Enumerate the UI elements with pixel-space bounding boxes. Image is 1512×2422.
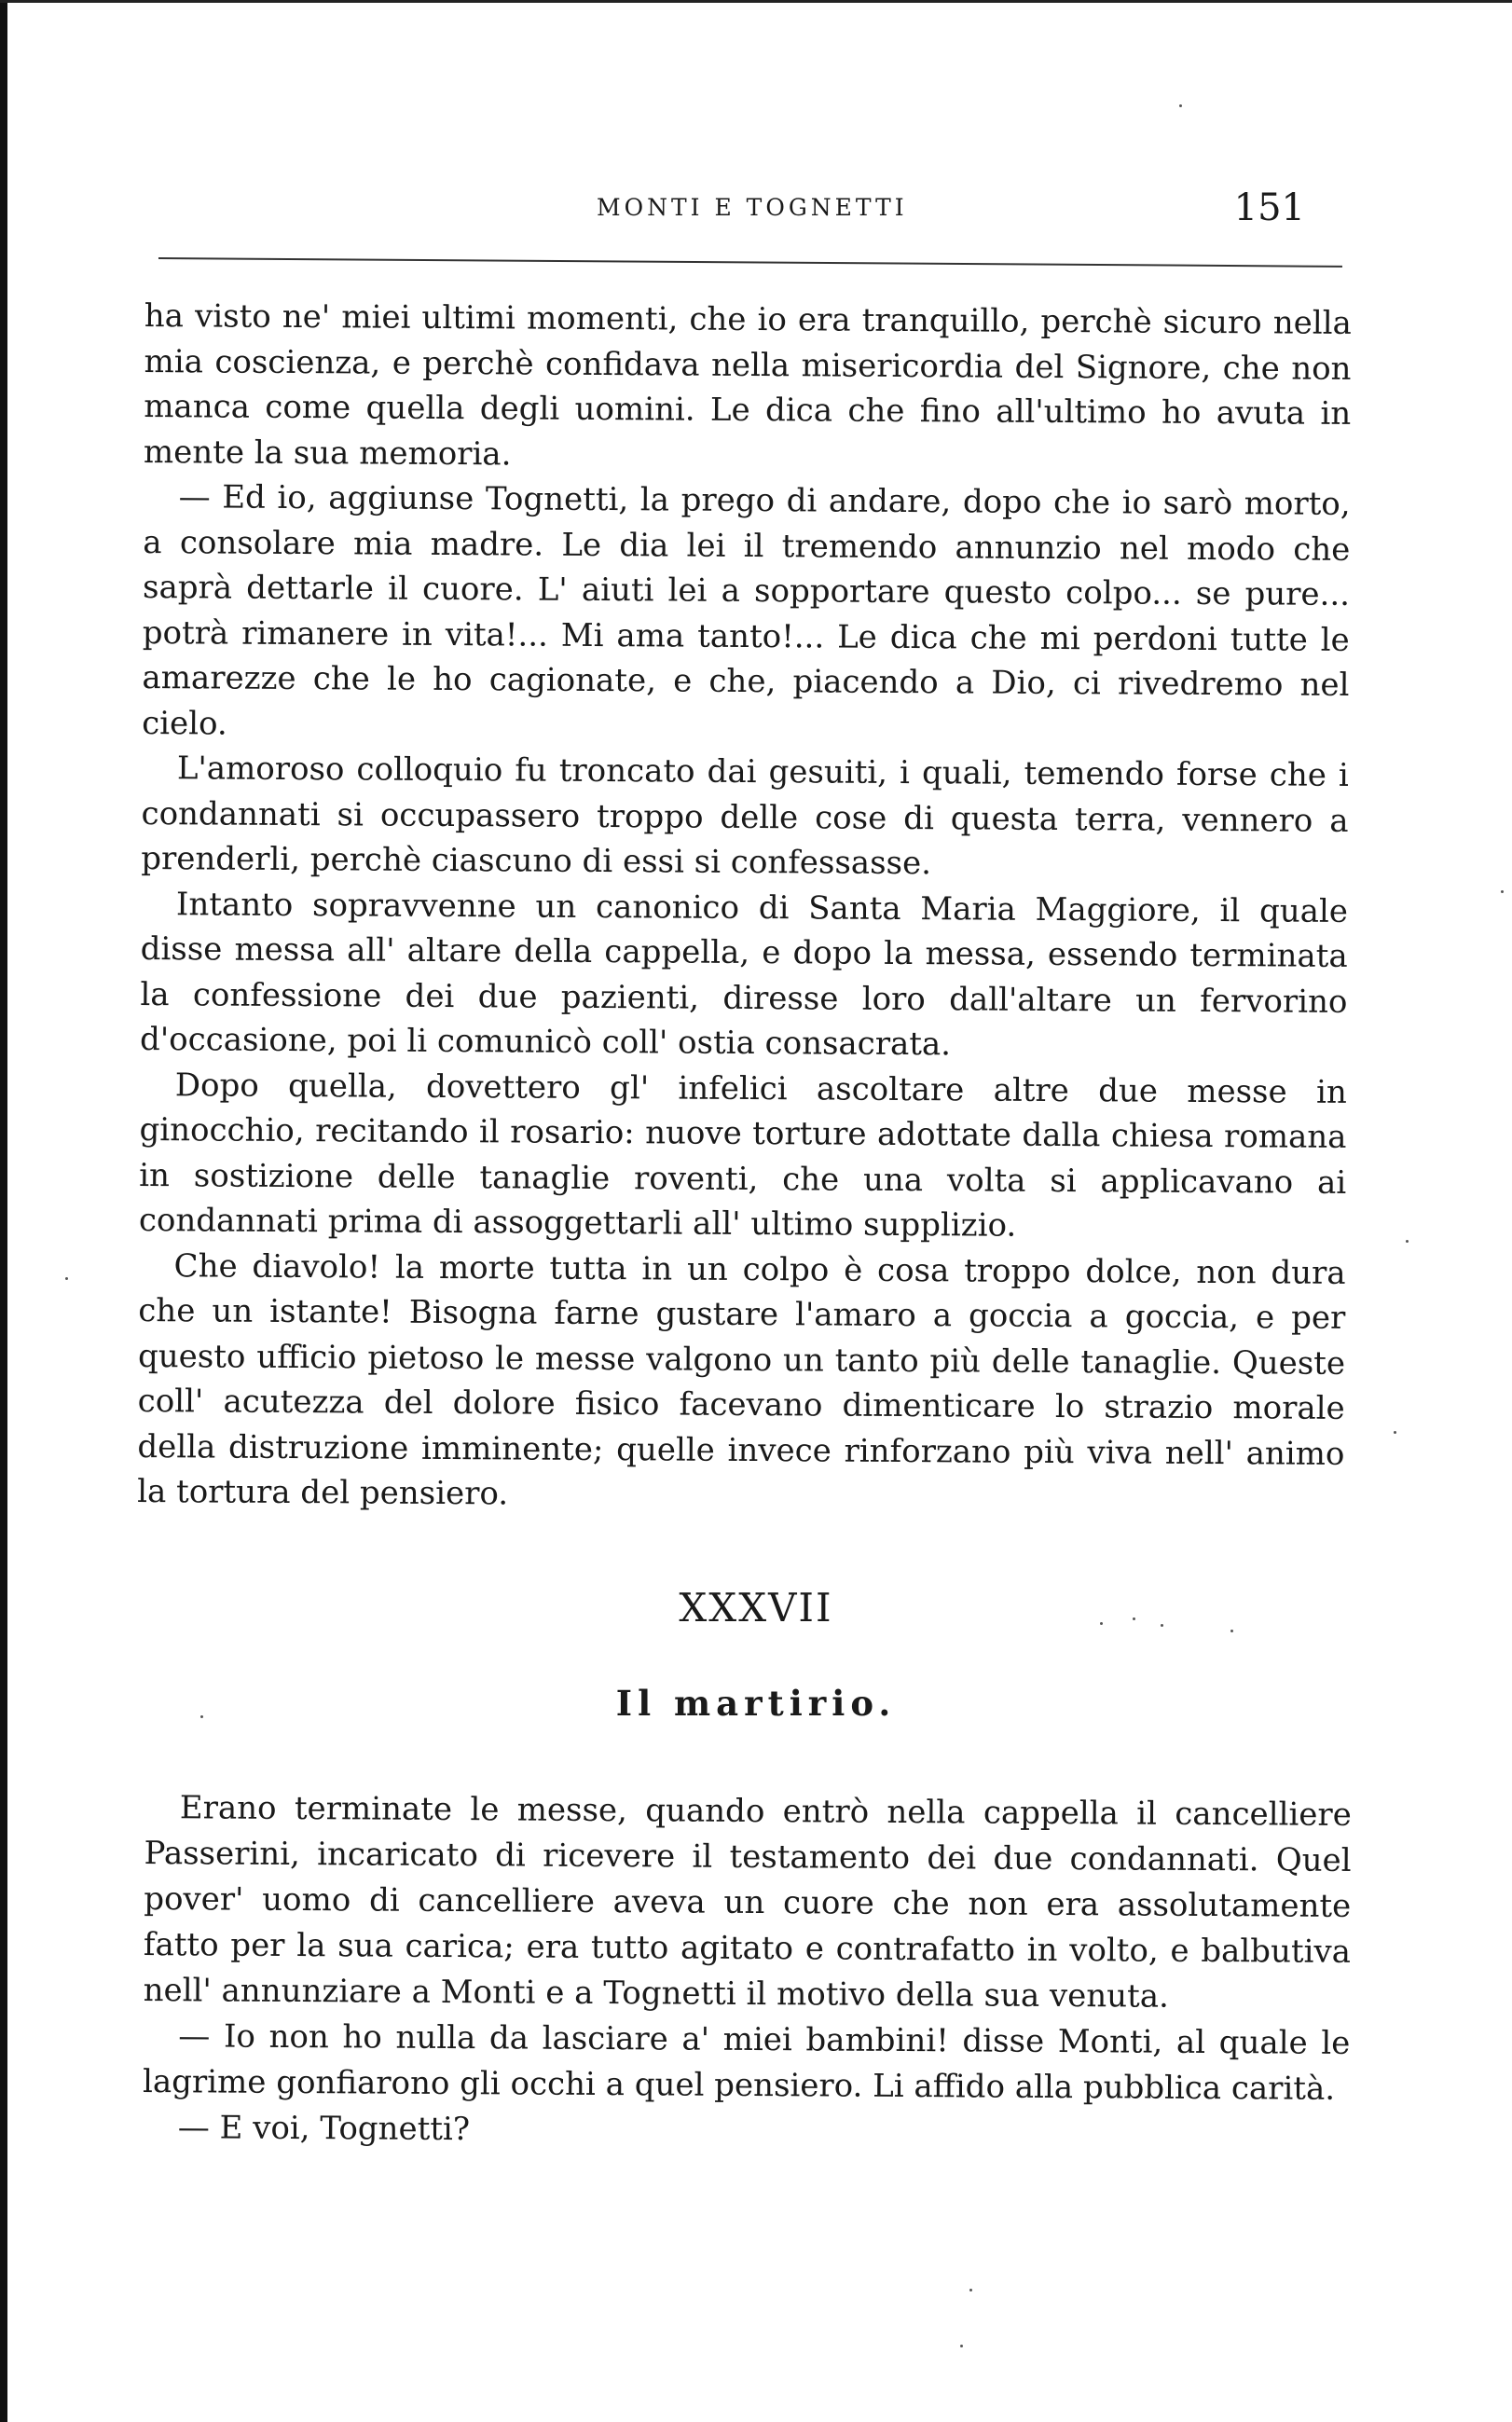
paragraph: — E voi, Tognetti? xyxy=(177,2109,471,2149)
print-speck xyxy=(200,1715,203,1718)
print-speck xyxy=(969,2289,972,2291)
body-text xyxy=(137,294,1352,1521)
print-speck xyxy=(1133,1617,1135,1620)
page-header xyxy=(158,186,1342,242)
paragraph: Dopo quella, dovettero gl' infelici ascoltare altre due messe in ginocchio, recitando il rosario: nuove torture adottate dalla chiesa romana in sostizione delle tanaglie roventi, che una volta si applicavano ai condannati prima di assoggettarli all' ultimo supplizio. xyxy=(138,1066,1347,1245)
print-speck xyxy=(1161,1624,1163,1627)
print-speck xyxy=(960,2345,963,2347)
page-left-edge xyxy=(0,0,7,2422)
paragraph: Che diavolo! la morte tutta in un colpo è cosa troppo dolce, non dura che un istante! Bisogna farne gustare l'amaro a goccia a goccia, e per questo ufficio pietoso le messe valgono un tanto più delle tanaglie. Queste coll' acutezza del dolore fisico facevano dimenticare lo strazio morale della distruzione imminente; quelle invece rinforzano più viva nell' animo la tortura del pensiero. xyxy=(137,1246,1346,1513)
paragraph: — Ed io, aggiunse Tognetti, la prego di andare, dopo che io sarò morto, a consolare mia madre. Le dia lei il tremendo annunzio nel modo che saprà dettarle il cuore. L' aiuti lei a sopportare questo colpo... se pure... potrà rimanere in vita!... Mi ama tanto!... Le dica che mi perdoni tutte le amarezze che le ho cagionate, e che, piacendo a Dio, ci rivedremo nel cielo. xyxy=(142,478,1351,743)
page-top-edge xyxy=(0,0,1512,3)
print-speck xyxy=(1394,1431,1396,1434)
print-speck xyxy=(1179,104,1182,107)
body-text-section xyxy=(143,1785,1352,2158)
paragraph: L'amoroso colloquio fu troncato dai gesuiti, i quali, temendo forse che i condannati si occupassero troppo delle cose di questa terra, vennero a prenderli, perchè ciascuno di essi si confessasse. xyxy=(141,750,1349,883)
paragraph: — Io non ho nulla da lasciare a' miei bambini! disse Monti, al quale le lagrime gonfiarono gli occhi a quel pensiero. Li affido alla pubblica carità. xyxy=(142,2017,1351,2108)
paragraph: ha visto ne' miei ultimi momenti, che io era tranquillo, perchè sicuro nella mia coscienza, e perchè confidava nella misericordia del Signore, che non manca come quella degli uomini. Le dica che fino all'ultimo ho avuta in mente la sua memoria. xyxy=(143,296,1352,473)
paragraph: Intanto sopravvenne un canonico di Santa Maria Maggiore, il quale disse messa all' altare della cappella, e dopo la messa, essendo terminata la confessione dei due pazienti, diresse loro dall'altare un fervorino d'occasione, poi li comunicò coll' ostia consacrata. xyxy=(139,885,1349,1064)
section-number: XXXVII xyxy=(679,1585,833,1631)
print-speck xyxy=(1501,890,1504,893)
print-speck xyxy=(65,1277,68,1280)
print-speck xyxy=(1100,1622,1103,1625)
header-rule xyxy=(158,257,1342,268)
running-head: MONTI E TOGNETTI xyxy=(597,194,908,221)
section-title: Il martirio. xyxy=(615,1683,897,1724)
print-speck xyxy=(1230,1630,1233,1632)
print-speck xyxy=(1406,1240,1409,1243)
paragraph: Erano terminate le messe, quando entrò nella cappella il cancelliere Passerini, incaricato di ricevere il testamento dei due condannati. Quel pover' uomo di cancelliere aveva un cuore che non era assolutamente fatto per la sua carica; era tutto agitato e contrafatto in volto, e balbutiva nell' annunziare a Monti e a Tognetti il motivo della sua venuta. xyxy=(143,1789,1352,2016)
page-number: 151 xyxy=(1233,186,1305,229)
